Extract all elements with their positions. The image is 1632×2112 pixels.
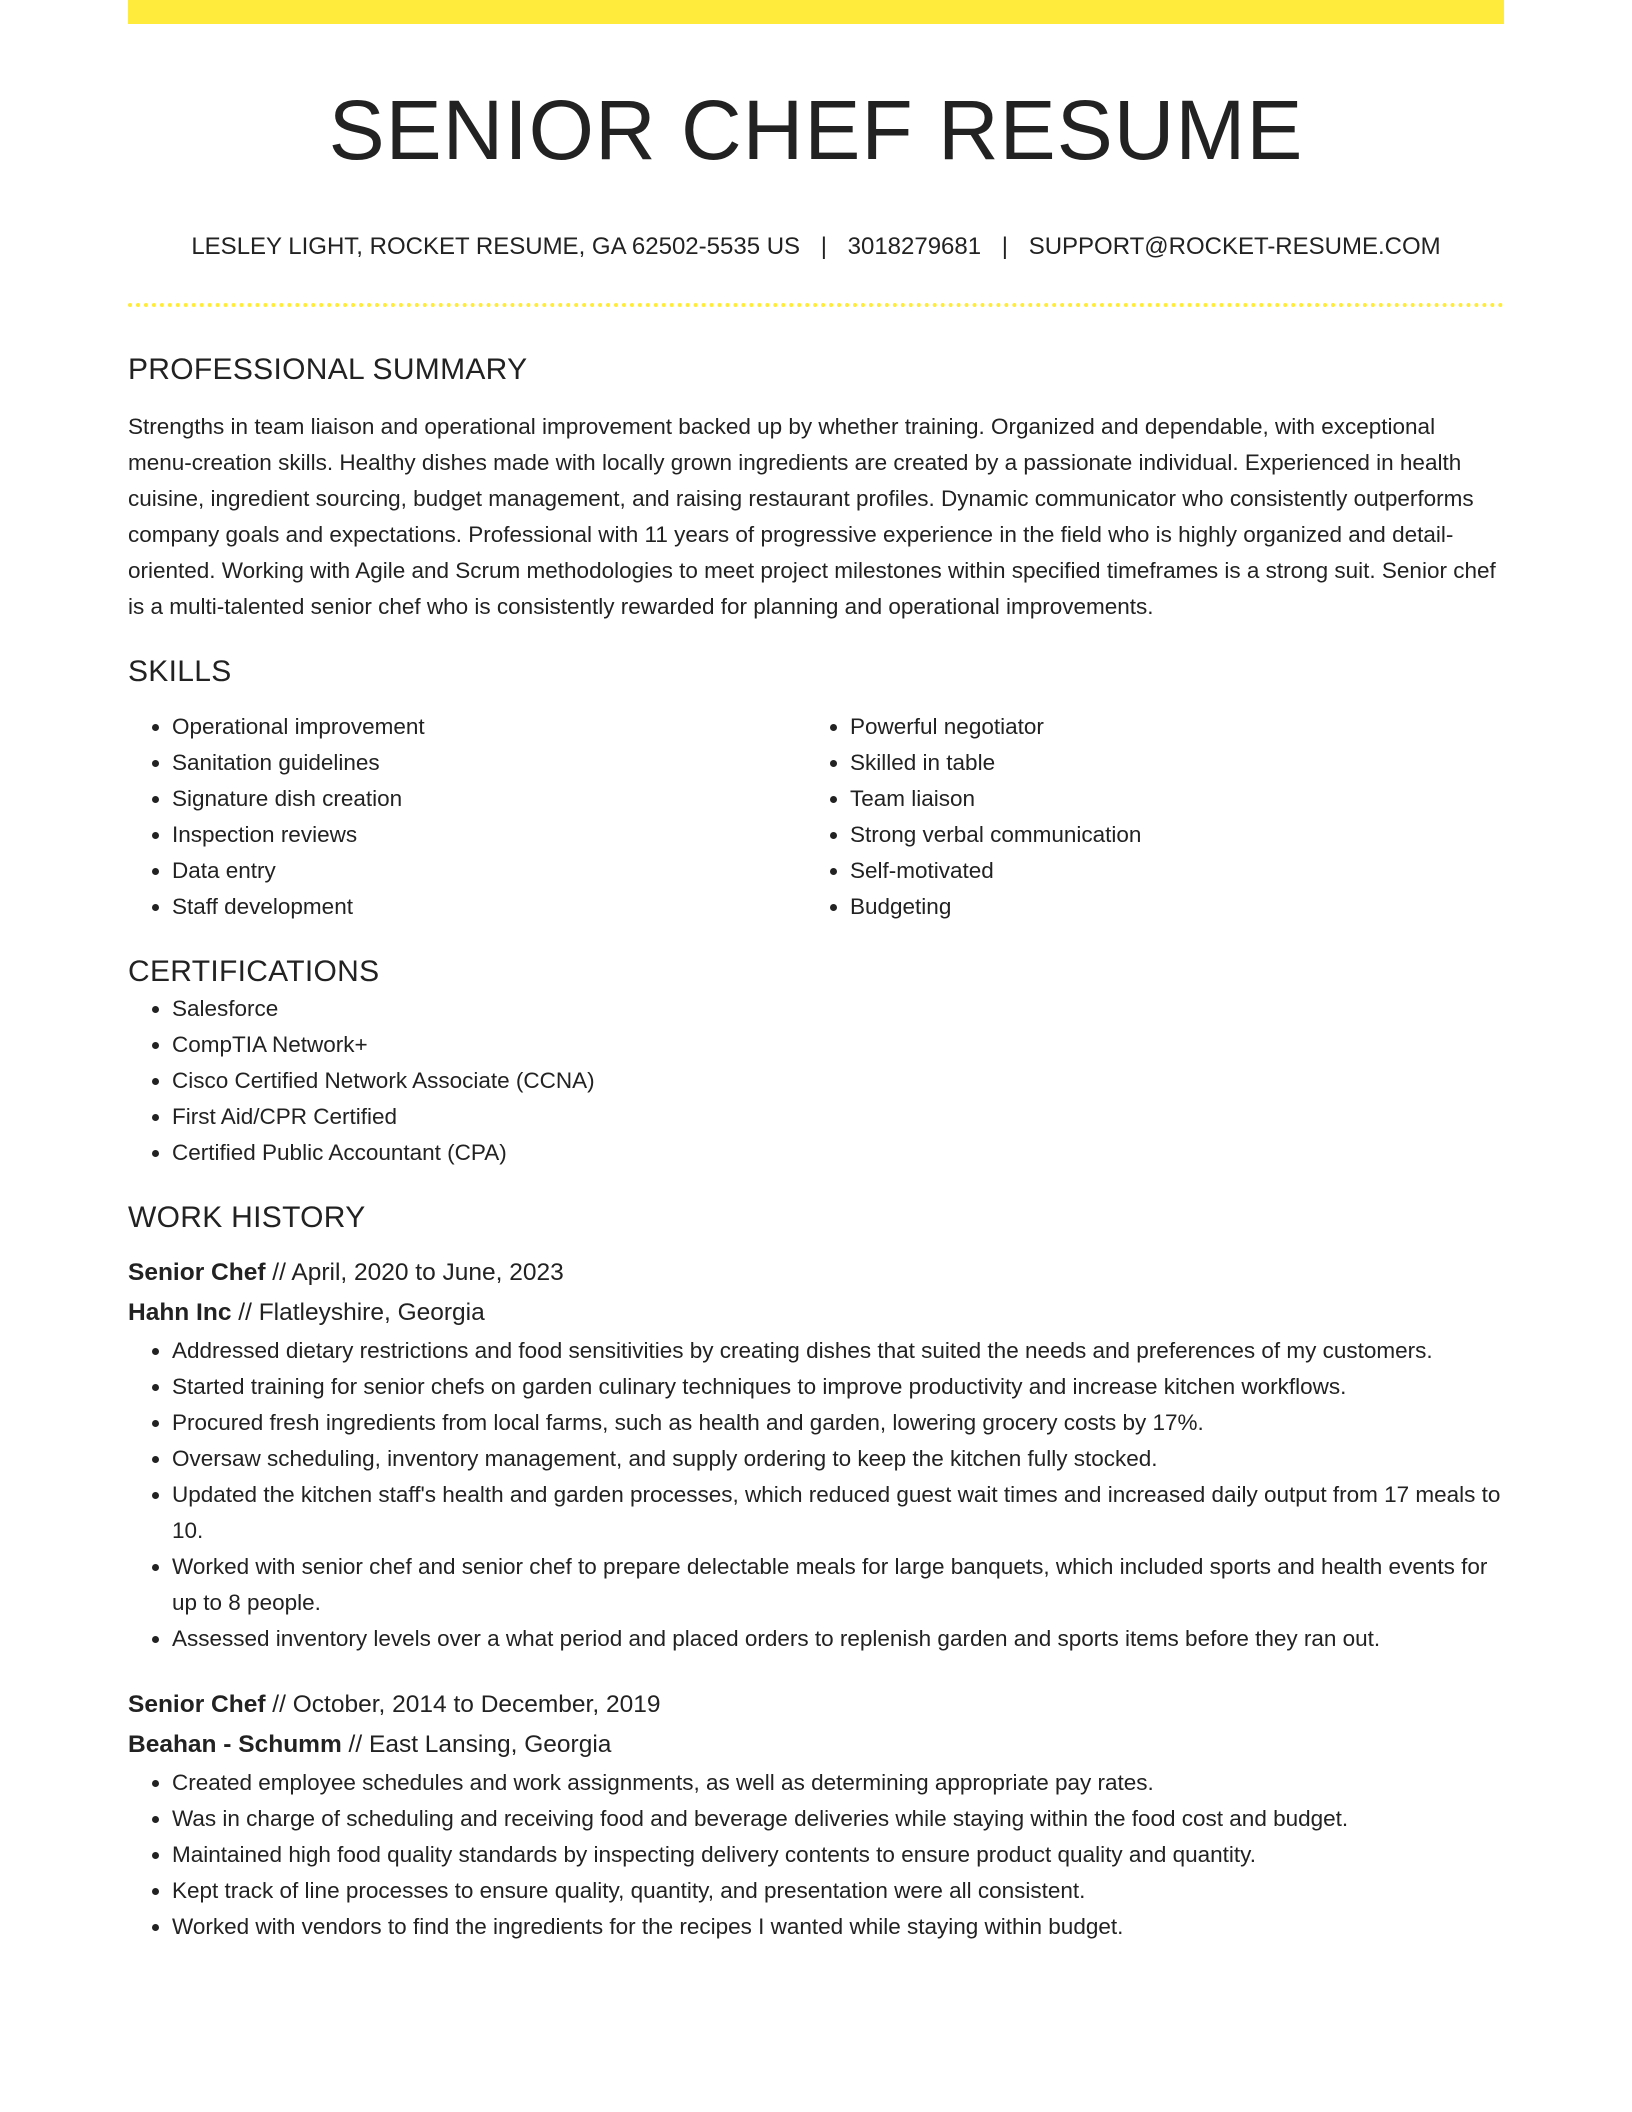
job-bullet: • Was in charge of scheduling and receiving food and beverage deliveries while staying within the food cost and budget.: [172, 1801, 1504, 1837]
job-entry: [128, 1685, 1504, 1945]
contact-address: LESLEY LIGHT, ROCKET RESUME, GA 62502-5535 US: [191, 233, 801, 260]
contact-phone: 3018279681: [847, 233, 982, 260]
job-bullet: • Assessed inventory levels over a what period and placed orders to replenish garden and sports items before they ran out.: [172, 1621, 1504, 1657]
summary-text: Strengths in team liaison and operational improvement backed up by whether training. Organized and dependable, with exceptional menu-creation skills. Healthy dishes made with locally grown ingredients are created by a passionate individual. Experienced in health cuisine, ingredient sourcing, budget management, and raising restaurant profiles. Dynamic communicator who consistently outperforms company goals and expectations. Professional with 11 years of progressive experience in the field who is highly organized and detail-oriented. Working with Agile and Scrum methodologies to meet project milestones within specified timeframes is a strong suit. Senior chef is a multi-talented senior chef who is consistently rewarded for planning and operational improvements.: [128, 414, 1496, 619]
skills-left-column: [128, 709, 806, 925]
skill-item: • Staff development: [172, 889, 806, 925]
certification-item: • CompTIA Network+: [172, 1027, 1504, 1063]
dotted-divider: [128, 303, 1504, 307]
certification-item: • Cisco Certified Network Associate (CCNA): [172, 1063, 1504, 1099]
skill-item: • Strong verbal communication: [850, 817, 1484, 853]
certification-item: • Salesforce: [172, 991, 1504, 1027]
job-bullet: • Addressed dietary restrictions and food sensitivities by creating dishes that suited the needs and preferences of my customers.: [172, 1333, 1504, 1369]
work-history-heading: WORK HISTORY: [128, 1201, 366, 1234]
job-bullet: • Kept track of line processes to ensure quality, quantity, and presentation were all consistent.: [172, 1873, 1504, 1909]
skill-item: • Inspection reviews: [172, 817, 806, 853]
job-bullets: [128, 1765, 1504, 1945]
job-bullet: • Procured fresh ingredients from local farms, such as health and garden, lowering grocery costs by 17%.: [172, 1405, 1504, 1441]
job-dates: // April, 2020 to June, 2023: [265, 1259, 564, 1286]
job-company-line: [128, 1293, 1504, 1333]
job-bullet: • Updated the kitchen staff's health and garden processes, which reduced guest wait times and increased daily output from 17 meals to 10.: [172, 1477, 1504, 1549]
skill-item: • Skilled in table: [850, 745, 1484, 781]
job-entry: [128, 1253, 1504, 1657]
skill-item: • Signature dish creation: [172, 781, 806, 817]
job-bullet: • Started training for senior chefs on garden culinary techniques to improve productivity and increase kitchen workflows.: [172, 1369, 1504, 1405]
job-bullets: [128, 1333, 1504, 1657]
contact-separator: |: [1001, 233, 1009, 260]
summary-heading: PROFESSIONAL SUMMARY: [128, 353, 528, 386]
skill-item: • Powerful negotiator: [850, 709, 1484, 745]
job-title-line: [128, 1685, 1504, 1725]
skill-item: • Data entry: [172, 853, 806, 889]
job-company: Hahn Inc: [128, 1299, 232, 1326]
job-company-line: [128, 1725, 1504, 1765]
job-company: Beahan - Schumm: [128, 1731, 342, 1758]
contact-separator: |: [820, 233, 827, 260]
resume-content: [128, 0, 1504, 1945]
skill-item: • Operational improvement: [172, 709, 806, 745]
job-bullet: • Created employee schedules and work assignments, as well as determining appropriate pay rates.: [172, 1765, 1504, 1801]
skill-item: • Self-motivated: [850, 853, 1484, 889]
certifications-heading: CERTIFICATIONS: [128, 955, 380, 988]
job-bullet: • Maintained high food quality standards by inspecting delivery contents to ensure product quality and quantity.: [172, 1837, 1504, 1873]
job-bullet: • Oversaw scheduling, inventory management, and supply ordering to keep the kitchen fully stocked.: [172, 1441, 1504, 1477]
job-bullet: • Worked with vendors to find the ingredients for the recipes I wanted while staying within budget.: [172, 1909, 1504, 1945]
contact-email: SUPPORT@ROCKET-RESUME.COM: [1028, 233, 1441, 260]
skills-heading: SKILLS: [128, 655, 232, 688]
skills-right-column: [806, 709, 1484, 925]
job-location: // East Lansing, Georgia: [341, 1731, 612, 1758]
certifications-list: [128, 991, 1504, 1171]
certification-item: • Certified Public Accountant (CPA): [172, 1135, 1504, 1171]
skill-item: • Sanitation guidelines: [172, 745, 806, 781]
certification-item: • First Aid/CPR Certified: [172, 1099, 1504, 1135]
resume-title: SENIOR CHEF RESUME: [328, 83, 1304, 177]
job-title-line: [128, 1253, 1504, 1293]
skills-grid: [128, 709, 1504, 925]
skill-item: • Team liaison: [850, 781, 1484, 817]
job-title: Senior Chef: [128, 1691, 266, 1718]
contact-line: [128, 232, 1504, 262]
job-location: // Flatleyshire, Georgia: [231, 1299, 485, 1326]
job-title: Senior Chef: [128, 1259, 266, 1286]
job-bullet: • Worked with senior chef and senior chef to prepare delectable meals for large banquets, which included sports and health events for up to 8 people.: [172, 1549, 1504, 1621]
job-dates: // October, 2014 to December, 2019: [265, 1691, 661, 1718]
skill-item: • Budgeting: [850, 889, 1484, 925]
